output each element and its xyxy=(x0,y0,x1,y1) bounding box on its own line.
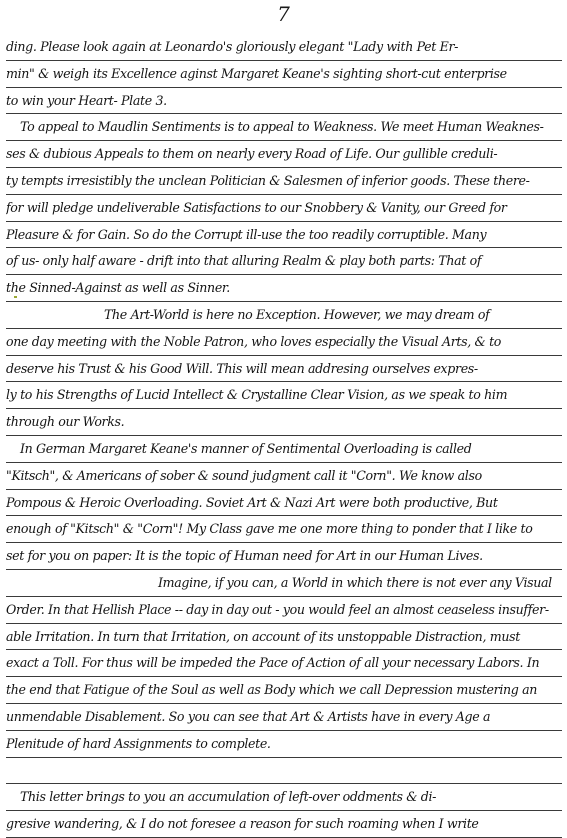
text-line: for will pledge undeliverable Satisfactions to our Snobbery & Vanity, our Greed for xyxy=(6,195,562,222)
text-line: gresive wandering, & I do not foresee a reason for such roaming when I write xyxy=(6,811,562,838)
text-line: deserve his Trust & his Good Will. This will mean addresing ourselves expres- xyxy=(6,356,562,383)
text-line: one day meeting with the Noble Patron, who loves especially the Visual Arts, & to xyxy=(6,329,562,356)
text-line: ses & dubious Appeals to them on nearly every Road of Life. Our gullible creduli- xyxy=(6,141,562,168)
text-line: unmendable Disablement. So you can see that Art & Artists have in every Age a xyxy=(6,704,562,731)
text-line: the Sinned-Against as well as Sinner. xyxy=(6,275,562,302)
text-line: exact a Toll. For thus will be impeded the Pace of Action of all your necessary Labors. In xyxy=(6,650,562,677)
text-line: enough of "Kitsch" & "Corn"! My Class gave me one more thing to ponder that I like to xyxy=(6,516,562,543)
text-line: min" & weigh its Excellence aginst Margaret Keane's sighting short-cut enterprise xyxy=(6,61,562,88)
letter-body xyxy=(6,34,562,838)
text-line: the end that Fatigue of the Soul as well as Body which we call Depression mustering an xyxy=(6,677,562,704)
text-line: ty tempts irresistibly the unclean Politician & Salesmen of inferior goods. These there- xyxy=(6,168,562,195)
text-line: of us- only half aware - drift into that alluring Realm & play both parts: That of xyxy=(6,248,562,275)
text-line: ly to his Strengths of Lucid Intellect & Crystalline Clear Vision, as we speak to him xyxy=(6,382,562,409)
blank-ruled-line xyxy=(6,758,562,785)
text-line: Pleasure & for Gain. So do the Corrupt ill-use the too readily corruptible. Many xyxy=(6,222,562,249)
text-line: ding. Please look again at Leonardo's gloriously elegant "Lady with Pet Er- xyxy=(6,34,562,61)
text-line: through our Works. xyxy=(6,409,562,436)
text-line: to win your Heart- Plate 3. xyxy=(6,88,562,115)
text-line: This letter brings to you an accumulation of left-over oddments & di- xyxy=(6,784,562,811)
text-line: able Irritation. In turn that Irritation, on account of its unstoppable Distraction, must xyxy=(6,624,562,651)
text-line: The Art-World is here no Exception. However, we may dream of xyxy=(6,302,562,329)
text-line: Pompous & Heroic Overloading. Soviet Art & Nazi Art were both productive, But xyxy=(6,490,562,517)
page-number: 7 xyxy=(277,2,290,26)
text-line: Imagine, if you can, a World in which there is not ever any Visual xyxy=(6,570,562,597)
text-line: Order. In that Hellish Place -- day in day out - you would feel an almost ceaseless insuffer- xyxy=(6,597,562,624)
text-line: set for you on paper: It is the topic of Human need for Art in our Human Lives. xyxy=(6,543,562,570)
text-line: Plenitude of hard Assignments to complete. xyxy=(6,731,562,758)
text-line: To appeal to Maudlin Sentiments is to appeal to Weakness. We meet Human Weaknes- xyxy=(6,114,562,141)
text-line: In German Margaret Keane's manner of Sentimental Overloading is called xyxy=(6,436,562,463)
text-line: "Kitsch", & Americans of sober & sound judgment call it "Corn". We know also xyxy=(6,463,562,490)
